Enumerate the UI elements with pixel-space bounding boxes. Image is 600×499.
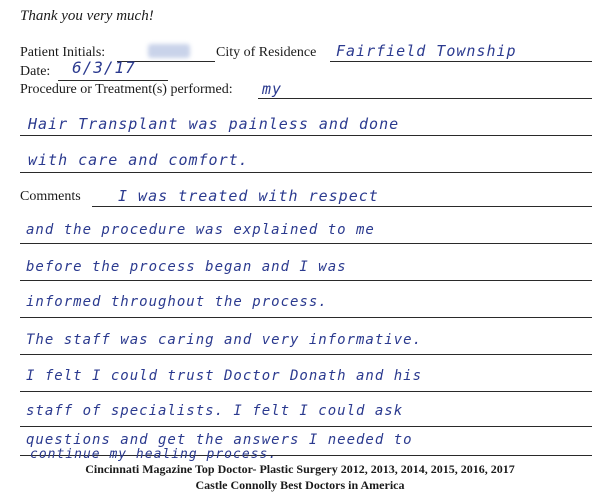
comment-line-5: The staff was caring and very informative. (26, 332, 423, 348)
city-label: City of Residence (216, 45, 317, 60)
city-value: Fairfield Township (336, 42, 517, 60)
footer-accolades: Cincinnati Magazine Top Doctor- Plastic Surgery 2012, 2013, 2014, 2015, 2016, 2017 (85, 462, 515, 476)
comment-line-6: I felt I could trust Doctor Donath and his (26, 368, 423, 384)
procedure-word: my (262, 80, 283, 98)
date-label: Date: (20, 64, 51, 79)
comment-line-7: staff of specialists. I felt I could ask (26, 403, 404, 419)
date-value: 6/3/17 (72, 58, 136, 77)
comment-line-8: questions and get the answers I needed to (26, 432, 413, 448)
patient-initials-label: Patient Initials: (20, 45, 106, 60)
comment-line-2: and the procedure was explained to me (26, 222, 375, 238)
comment-line-1: I was treated with respect (118, 187, 379, 205)
footer-castle-connolly: Castle Connolly Best Doctors in America (195, 478, 405, 492)
comment-line-4: informed throughout the process. (26, 294, 328, 310)
comment-line-3: before the process began and I was (26, 259, 347, 275)
procedure-line-2: with care and comfort. (28, 151, 249, 169)
procedure-line-1: Hair Transplant was painless and done (28, 115, 400, 133)
comments-label: Comments (20, 189, 81, 204)
comment-line-9: continue my healing process. (30, 447, 278, 462)
redacted-initials (148, 44, 190, 58)
thank-you-text: Thank you very much! (20, 8, 154, 24)
procedure-label: Procedure or Treatment(s) performed: (20, 82, 233, 97)
